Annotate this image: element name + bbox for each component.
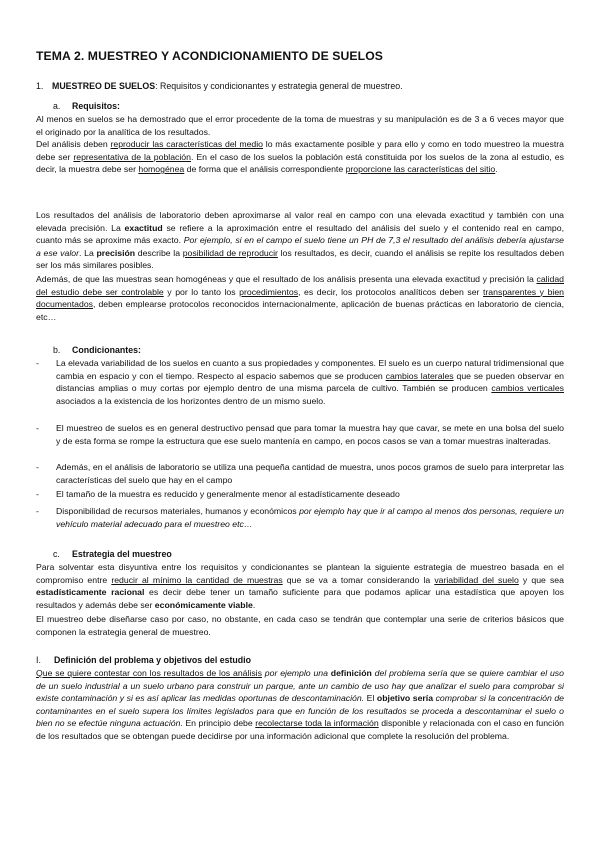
list-item <box>36 357 564 421</box>
subsection-c-label: c. <box>53 549 60 559</box>
text-run: , es decir, los protocolos analíticos deben ser <box>298 286 483 297</box>
subsection-a-heading-colon: : <box>116 101 120 111</box>
page-title: TEMA 2. MUESTREO Y ACONDICIONAMIENTO DE SUELOS <box>36 49 384 63</box>
text-run: , deben emplearse protocolos reconocidos internacionalmente, aplicación de buenas prácticas en laboratorio de ciencia, etc… <box>36 299 564 322</box>
text-run: Del análisis deben <box>36 139 111 149</box>
text-run: que se pueden observar en distancias amplias o muy cortas por ejemplo dentro de una misma parcela de cultivo. También se producen <box>56 370 564 394</box>
bold-run: definición <box>330 668 372 678</box>
section-1-heading <box>52 80 562 92</box>
underlined-run: homogénea <box>138 164 185 175</box>
text-run: describe la <box>135 247 183 258</box>
subsection-b-label: b. <box>53 345 61 355</box>
text-run: lo más exactamente posible y para ello y como en todo muestreo la muestra debe ser <box>36 139 564 162</box>
list-item-text <box>56 357 564 407</box>
text-run: se refiere a la aproximación entre el resultado del análisis del suelo y el contenido real en campo, cuanto más se aproxime más exacto. <box>36 222 564 246</box>
text-run: En principio debe <box>182 718 256 729</box>
underlined-run: Que se quiere contestar con los resultados de los análisis <box>36 668 262 678</box>
list-item <box>36 505 564 531</box>
text-run: . La <box>79 247 97 258</box>
italic-run: Por ejemplo, si en el campo el suelo tiene un PH de 7,3 el resultado del análisis debería ajustarse a ese valor <box>36 235 564 258</box>
paragraph-estrategia-1 <box>36 561 564 611</box>
subsection-b-heading-text: Condicionantes <box>72 345 138 355</box>
subsection-b-heading-colon: : <box>137 345 141 355</box>
underlined-run: recolectarse toda la información <box>255 718 379 729</box>
bold-run: exactitud <box>124 222 163 233</box>
underlined-run: variabilidad del suelo <box>434 574 519 585</box>
text-run: . <box>252 599 256 610</box>
bullet-dash: - <box>36 358 39 368</box>
text-run: Además, de que las muestras sean homogéneas y que el resultado de los análisis presenta una elevada exactitud y precisión la <box>36 274 537 284</box>
underlined-run: transparentes y bien documentados <box>36 286 565 310</box>
text-run: disponible y relacionada con el caso en función de los resultados que se obtengan puede decidirse por una información adicional que complete la resolución del problema. <box>36 718 564 741</box>
italic-run: del problema sería que se quiere cambiar el uso de un suelo industrial a un suelo urbano para construir un parque, ante un cambio de uso hay que analizar el suelo para comprobar si existe contaminación y si es así aplicar las medidas oportunas de descontaminación. <box>36 668 564 704</box>
underlined-run: calidad del estudio debe ser controlable <box>36 274 564 297</box>
text-run: asociados a la existencia de los horizontes dentro de un mismo suelo. <box>56 395 326 406</box>
paragraph-requisitos-4 <box>36 273 564 323</box>
text-run: Para solventar esta disyuntiva entre los requisitos y condicionantes se plantean la siguiente estrategia de muestreo basada en el compromiso entre <box>36 562 564 585</box>
text-run: los resultados, es decir, cuando el análisis se repite los resultados deben ser los más similares posibles. <box>36 247 565 271</box>
underlined-run: procedimientos <box>239 286 299 297</box>
text-run: que se va a tomar considerando la <box>282 574 435 585</box>
section-I-label: I. <box>36 655 41 665</box>
subsection-a-heading-text: Requisitos <box>72 101 117 111</box>
paragraph-requisitos-2 <box>36 138 564 176</box>
bold-run: precisión <box>96 247 136 258</box>
text-run: es decir debe tener un tamaño suficiente para que podamos aplicar una estadística que apoyen los resultados y además debe ser <box>36 587 565 610</box>
bold-run: económicamente viable <box>154 599 253 610</box>
list-item <box>36 422 564 462</box>
underlined-run: reproducir las características del medio <box>110 139 264 149</box>
underlined-run: proporcione las características del sitio <box>345 164 496 175</box>
text-run: y que sea <box>518 574 564 585</box>
text-run: El <box>364 693 377 704</box>
underlined-run: representativa de la población <box>73 151 191 162</box>
paragraph-definicion <box>36 667 564 743</box>
bullet-dash: - <box>36 423 39 433</box>
underlined-run: posibilidad de reproducir <box>182 247 278 258</box>
paragraph-estrategia-2: El muestreo debe diseñarse caso por caso, no obstante, en cada caso se tendrán que contemplar una serie de criterios básicos que componen la estrategia general de muestreo. <box>36 614 564 637</box>
subsection-c-heading: Estrategia del muestreo <box>72 549 172 559</box>
text-run: y por lo tanto los <box>163 286 240 297</box>
list-item-text: El muestreo de suelos es en general destructivo pensad que para tomar la muestra hay que cavar, se mete en una bolsa del suelo y de esta forma se rompe la estructura que ese suelo mantenía en campo, en pocos casos se van a tomar muestras inalteradas. <box>56 423 564 446</box>
text-run: . <box>495 164 498 175</box>
list-item <box>36 461 564 487</box>
list-item-text <box>56 505 564 530</box>
paragraph-requisitos-3 <box>36 209 564 272</box>
bullet-dash: - <box>36 462 39 472</box>
italic-run: por ejemplo una <box>261 668 331 678</box>
italic-run: por ejemplo hay que ir al campo al menos dos personas, requiere un vehículo material adecuado para el muestreo etc… <box>56 506 564 529</box>
bold-run: estadísticamente racional <box>36 587 145 598</box>
subsection-a-label: a. <box>53 101 61 111</box>
bullet-dash: - <box>36 506 39 516</box>
text-run: Disponibilidad de recursos materiales, humanos y económicos <box>56 506 300 516</box>
subsection-b-heading <box>72 344 141 356</box>
paragraph-requisitos-1: Al menos en suelos se ha demostrado que el error procedente de la toma de muestras y su manipulación es de 3 a 6 veces mayor que el originado por la analítica de los resultados. <box>36 114 564 137</box>
section-1-heading-bold: MUESTREO DE SUELOS <box>52 81 156 91</box>
list-item <box>36 488 564 502</box>
italic-run: comprobar si la concentración de contaminantes en el suelo supera los límites legislados para que en función de los resultados se proceda a descontaminar el suelo o bien no se efectúe ninguna actuación. <box>36 693 564 729</box>
section-1-heading-rest: : Requisitos y condicionantes y estrategia general de muestreo. <box>155 81 403 91</box>
text-run: de forma que el análisis correspondiente <box>184 164 346 175</box>
section-I-heading: Definición del problema y objetivos del estudio <box>54 655 251 665</box>
list-item-text: Además, en el análisis de laboratorio se utiliza una pequeña cantidad de muestra, unos pocos gramos de suelo para interpretar las características del suelo que hay en el campo <box>56 462 564 485</box>
text-run: Los resultados del análisis de laboratorio deben aproximarse al valor real en campo con una elevada exactitud y también con una elevada precisión. La <box>36 210 564 233</box>
underlined-run: cambios laterales <box>385 370 454 381</box>
bold-run: objetivo sería <box>376 693 434 704</box>
bullet-dash: - <box>36 489 39 499</box>
section-1-number: 1. <box>36 81 44 91</box>
underlined-run: reducir al mínimo la cantidad de muestras <box>111 574 283 585</box>
subsection-a-heading <box>72 100 120 112</box>
text-run: La elevada variabilidad de los suelos en cuanto a sus propiedades y componentes. El suelo es un cuerpo natural tridimensional que cambia en espacio y con el tiempo. Respecto al espacio sabemos que se producen <box>56 358 564 381</box>
text-run: . En el caso de los suelos la población está constituida por los suelos de la zona al estudio, es decir, la muestra debe ser <box>36 151 564 175</box>
list-item-text: El tamaño de la muestra es reducido y generalmente menor al estadísticamente deseado <box>56 489 400 499</box>
underlined-run: cambios verticales <box>491 383 564 394</box>
